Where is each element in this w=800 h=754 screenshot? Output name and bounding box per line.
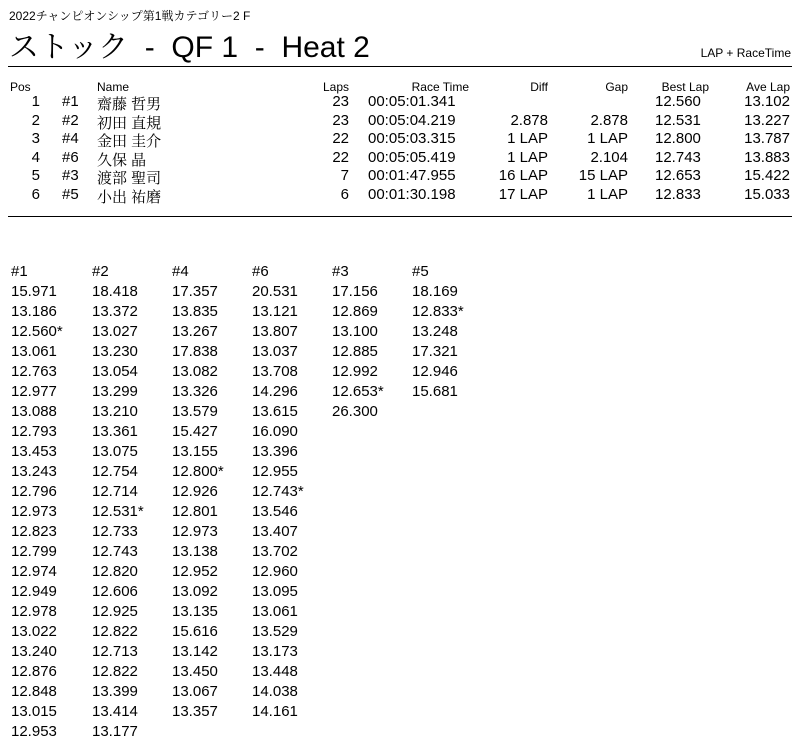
lap-time: 12.977 — [11, 383, 57, 400]
lap-time: 12.823 — [11, 523, 57, 540]
cell-laps: 22 — [332, 130, 349, 147]
lap-time: 12.733 — [92, 523, 138, 540]
lap-column — [92, 262, 144, 742]
cell-race-time: 00:05:03.315 — [368, 130, 456, 147]
lap-time: 20.531 — [252, 283, 298, 300]
lap-time: 12.560* — [11, 323, 63, 340]
lap-time: 13.407 — [252, 523, 298, 540]
cell-ave-lap: 15.422 — [744, 167, 790, 184]
lap-time: 13.414 — [92, 703, 138, 720]
cell-best-lap: 12.560 — [655, 93, 701, 110]
cell-gap: 2.878 — [590, 111, 628, 129]
cell-race-time: 00:05:05.419 — [368, 148, 456, 166]
col-header-gap: Gap — [605, 80, 628, 94]
cell-race-time: 00:01:30.198 — [368, 185, 456, 203]
cell-gap: 1 LAP — [587, 130, 628, 147]
lap-time: 13.054 — [92, 363, 138, 380]
cell-pos: 3 — [31, 130, 40, 147]
lap-column — [332, 262, 384, 422]
lap-time: 13.399 — [92, 683, 138, 700]
lap-column-car: #4 — [172, 263, 189, 280]
cell-pos: 4 — [31, 148, 40, 166]
cell-no: #1 — [62, 93, 79, 110]
lap-time: 12.606 — [92, 583, 138, 600]
lap-time: 12.955 — [252, 463, 298, 480]
lap-time: 14.038 — [252, 683, 298, 700]
cell-pos: 5 — [31, 167, 40, 184]
lap-time: 12.949 — [11, 583, 57, 600]
lap-time: 12.978 — [11, 603, 57, 620]
cell-laps: 23 — [332, 93, 349, 110]
lap-time: 12.992 — [332, 363, 378, 380]
cell-ave-lap: 15.033 — [744, 185, 790, 203]
cell-ave-lap: 13.227 — [744, 111, 790, 129]
lap-time: 13.022 — [11, 623, 57, 640]
cell-laps: 6 — [340, 185, 349, 203]
lap-time: 12.974 — [11, 563, 57, 580]
cell-diff: 2.878 — [510, 111, 548, 129]
cell-name: 久保 晶 — [97, 151, 147, 169]
lap-time: 26.300 — [332, 403, 378, 420]
lap-time: 12.796 — [11, 483, 57, 500]
display-mode-label: LAP + RaceTime — [700, 46, 791, 60]
lap-time: 13.015 — [11, 703, 57, 720]
cell-race-time: 00:05:01.341 — [368, 93, 456, 110]
lap-time: 12.946 — [412, 363, 458, 380]
lap-time: 14.296 — [252, 383, 298, 400]
cell-laps: 23 — [332, 111, 349, 129]
lap-time: 13.448 — [252, 663, 298, 680]
lap-time: 13.453 — [11, 443, 57, 460]
title-rule — [8, 66, 792, 67]
lap-time: 12.799 — [11, 543, 57, 560]
lap-time: 13.155 — [172, 443, 218, 460]
lap-time: 12.822 — [92, 623, 138, 640]
lap-time: 13.579 — [172, 403, 218, 420]
cell-name: 小出 祐磨 — [97, 188, 162, 206]
lap-time: 13.240 — [11, 643, 57, 660]
lap-time: 13.186 — [11, 303, 57, 320]
cell-no: #4 — [62, 130, 79, 147]
result-row — [0, 130, 800, 148]
results-rule — [8, 216, 792, 217]
lap-time: 13.615 — [252, 403, 298, 420]
lap-time: 12.960 — [252, 563, 298, 580]
cell-diff: 17 LAP — [498, 185, 548, 203]
lap-time: 18.169 — [412, 283, 458, 300]
cell-name: 渡部 聖司 — [97, 170, 162, 187]
lap-time: 12.822 — [92, 663, 138, 680]
cell-race-time: 00:05:04.219 — [368, 111, 456, 129]
lap-column-car: #5 — [412, 263, 429, 280]
lap-time: 13.142 — [172, 643, 218, 660]
lap-time: 12.743 — [92, 543, 138, 560]
lap-time: 17.321 — [412, 343, 458, 360]
cell-ave-lap: 13.787 — [744, 130, 790, 147]
cell-no: #6 — [62, 148, 79, 166]
lap-time: 12.952 — [172, 563, 218, 580]
lap-time: 13.299 — [92, 383, 138, 400]
result-row — [0, 167, 800, 185]
cell-race-time: 00:01:47.955 — [368, 167, 456, 184]
lap-time: 13.450 — [172, 663, 218, 680]
lap-time: 12.531* — [92, 503, 144, 520]
lap-time: 12.973 — [11, 503, 57, 520]
lap-time: 12.833* — [412, 303, 464, 320]
lap-time: 13.061 — [11, 343, 57, 360]
lap-time: 13.248 — [412, 323, 458, 340]
cell-best-lap: 12.653 — [655, 167, 701, 184]
lap-time: 12.885 — [332, 343, 378, 360]
cell-gap: 2.104 — [590, 148, 628, 166]
cell-ave-lap: 13.883 — [744, 148, 790, 166]
lap-time: 13.177 — [92, 723, 138, 740]
lap-time: 13.088 — [11, 403, 57, 420]
cell-pos: 2 — [31, 111, 40, 129]
lap-column-car: #1 — [11, 263, 28, 280]
lap-time: 13.326 — [172, 383, 218, 400]
lap-time: 12.754 — [92, 463, 138, 480]
lap-time: 15.616 — [172, 623, 218, 640]
cell-pos: 6 — [31, 185, 40, 203]
lap-time: 12.926 — [172, 483, 218, 500]
lap-time: 13.100 — [332, 323, 378, 340]
lap-time: 13.230 — [92, 343, 138, 360]
lap-time: 13.807 — [252, 323, 298, 340]
lap-time: 13.138 — [172, 543, 218, 560]
lap-time: 12.793 — [11, 423, 57, 440]
lap-time: 13.267 — [172, 323, 218, 340]
cell-laps: 22 — [332, 148, 349, 166]
result-row — [0, 149, 800, 167]
lap-time: 13.075 — [92, 443, 138, 460]
lap-time: 13.243 — [11, 463, 57, 480]
lap-time: 13.210 — [92, 403, 138, 420]
col-header-pos: Pos — [10, 80, 31, 94]
col-header-ave-lap: Ave Lap — [746, 80, 790, 94]
page-subtitle: 2022チャンピオンシップ第1戦カテゴリー2 F — [9, 9, 251, 23]
lap-time: 15.427 — [172, 423, 218, 440]
lap-time: 17.156 — [332, 283, 378, 300]
col-header-race-time: Race Time — [411, 80, 469, 94]
cell-ave-lap: 13.102 — [744, 93, 790, 110]
lap-time: 13.702 — [252, 543, 298, 560]
lap-time: 12.800* — [172, 463, 224, 480]
lap-time: 12.743* — [252, 483, 304, 500]
cell-diff: 1 LAP — [507, 130, 548, 147]
lap-time: 13.092 — [172, 583, 218, 600]
lap-time: 13.529 — [252, 623, 298, 640]
lap-time: 13.372 — [92, 303, 138, 320]
lap-time: 17.838 — [172, 343, 218, 360]
cell-gap: 15 LAP — [578, 167, 628, 184]
lap-time: 13.037 — [252, 343, 298, 360]
result-row — [0, 186, 800, 204]
lap-column — [172, 262, 224, 722]
col-header-best-lap: Best Lap — [661, 80, 709, 94]
lap-time: 18.418 — [92, 283, 138, 300]
page-title: ストック - QF 1 - Heat 2 — [9, 31, 370, 64]
lap-time: 14.161 — [252, 703, 298, 720]
lap-time: 13.361 — [92, 423, 138, 440]
col-header-name: Name — [97, 80, 130, 94]
cell-gap: 1 LAP — [587, 185, 628, 203]
lap-time: 13.095 — [252, 583, 298, 600]
lap-time: 12.876 — [11, 663, 57, 680]
lap-time: 13.027 — [92, 323, 138, 340]
lap-time: 12.763 — [11, 363, 57, 380]
cell-laps: 7 — [340, 167, 349, 184]
lap-time: 13.835 — [172, 303, 218, 320]
lap-time: 12.973 — [172, 523, 218, 540]
lap-time: 12.820 — [92, 563, 138, 580]
cell-diff: 16 LAP — [498, 167, 548, 184]
lap-time: 16.090 — [252, 423, 298, 440]
col-header-laps: Laps — [322, 80, 349, 94]
lap-time: 13.082 — [172, 363, 218, 380]
result-row — [0, 93, 800, 111]
lap-time: 13.121 — [252, 303, 298, 320]
cell-name: 初田 直規 — [97, 114, 162, 132]
lap-column-car: #2 — [92, 263, 109, 280]
cell-best-lap: 12.833 — [655, 185, 701, 203]
cell-no: #2 — [62, 111, 79, 129]
lap-time: 12.714 — [92, 483, 138, 500]
lap-time: 12.953 — [11, 723, 57, 740]
result-row — [0, 112, 800, 130]
lap-time: 12.801 — [172, 503, 218, 520]
lap-time: 12.848 — [11, 683, 57, 700]
cell-best-lap: 12.531 — [655, 111, 701, 129]
lap-column-car: #3 — [332, 263, 349, 280]
cell-best-lap: 12.800 — [655, 130, 701, 147]
lap-column — [252, 262, 304, 722]
cell-no: #3 — [62, 167, 79, 184]
lap-column-car: #6 — [252, 263, 269, 280]
lap-time: 13.708 — [252, 363, 298, 380]
lap-column — [412, 262, 464, 402]
lap-time: 12.713 — [92, 643, 138, 660]
cell-no: #5 — [62, 185, 79, 203]
lap-column — [11, 262, 63, 742]
col-header-diff: Diff — [530, 80, 548, 94]
lap-time: 13.067 — [172, 683, 218, 700]
lap-time: 13.357 — [172, 703, 218, 720]
lap-time: 17.357 — [172, 283, 218, 300]
cell-best-lap: 12.743 — [655, 148, 701, 166]
lap-time: 15.681 — [412, 383, 458, 400]
lap-time: 12.925 — [92, 603, 138, 620]
lap-time: 13.546 — [252, 503, 298, 520]
lap-time: 13.396 — [252, 443, 298, 460]
lap-time: 13.135 — [172, 603, 218, 620]
lap-time: 13.173 — [252, 643, 298, 660]
cell-diff: 1 LAP — [507, 148, 548, 166]
lap-time: 13.061 — [252, 603, 298, 620]
lap-time: 12.869 — [332, 303, 378, 320]
lap-time: 12.653* — [332, 383, 384, 400]
lap-time: 15.971 — [11, 283, 57, 300]
cell-name: 金田 圭介 — [97, 133, 162, 150]
cell-pos: 1 — [31, 93, 40, 110]
cell-name: 齋藤 哲男 — [97, 96, 162, 113]
